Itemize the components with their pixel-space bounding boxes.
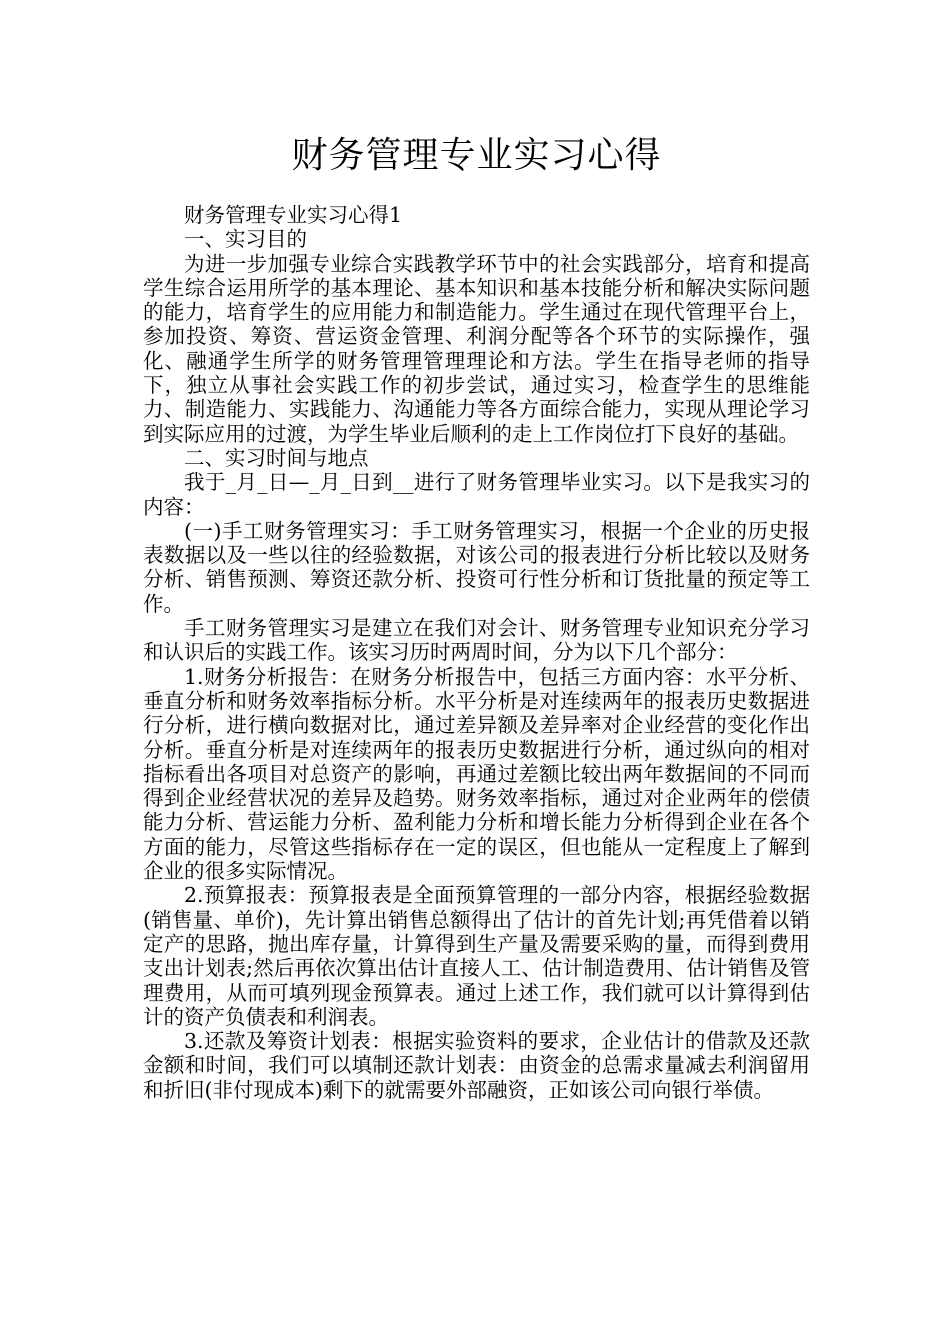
body-paragraph: 2.预算报表：预算报表是全面预算管理的一部分内容，根据经验数据(销售量、单价)，先计算出销售总额得出了估计的首先计划;再凭借着以销定产的思路，抛出库存量，计算得到生产量及需要采购的量，而得到费用支出计划表;然后再依次算出估计直接人工、估计制造费用、估计销售及管理费用，从而可填列现金预算表。通过上述工作，我们就可以计算得到估计的资产负债表和利润表。	[143, 883, 810, 1029]
section-heading: 二、实习时间与地点	[184, 445, 369, 470]
section-heading: 一、实习目的	[184, 227, 307, 252]
body-paragraph: 我于_月_日—_月_日到__进行了财务管理毕业实习。以下是我实习的内容：	[143, 470, 810, 519]
document-title: 财务管理专业实习心得	[291, 135, 662, 176]
body-paragraph: 为进一步加强专业综合实践教学环节中的社会实践部分，培育和提高学生综合运用所学的基本理论、基本知识和基本技能分析和解决实际问题的能力，培育学生的应用能力和制造能力。学生通过在现代管理平台上，参加投资、筹资、营运资金管理、利润分配等各个环节的实际操作，强化、融通学生所学的财务管理管理理论和方法。学生在指导老师的指导下，独立从事社会实践工作的初步尝试，通过实习，检查学生的思维能力、制造能力、实践能力、沟通能力等各方面综合能力，实现从理论学习到实际应用的过渡，为学生毕业后顺利的走上工作岗位打下良好的基础。	[143, 251, 810, 446]
body-paragraph: (一)手工财务管理实习：手工财务管理实习，根据一个企业的历史报表数据以及一些以往的经验数据，对该公司的报表进行分析比较以及财务分析、销售预测、筹资还款分析、投资可行性分析和订货批量的预定等工作。	[143, 518, 810, 616]
body-paragraph: 手工财务管理实习是建立在我们对会计、财务管理专业知识充分学习和认识后的实践工作。该实习历时两周时间，分为以下几个部分：	[143, 616, 810, 665]
document-body	[143, 203, 810, 1102]
section-heading: 财务管理专业实习心得1	[184, 203, 403, 227]
body-paragraph: 1.财务分析报告：在财务分析报告中，包括三方面内容：水平分析、垂直分析和财务效率指标分析。水平分析是对连续两年的报表历史数据进行分析，进行横向数据对比，通过差异额及差异率对企业经营的变化作出分析。垂直分析是对连续两年的报表历史数据进行分析，通过纵向的相对指标看出各项目对总资产的影响，再通过差额比较出两年数据间的不同而得到企业经营状况的差异及趋势。财务效率指标，通过对企业两年的偿债能力分析、营运能力分析、盈利能力分析和增长能力分析得到企业在各个方面的能力，尽管这些指标存在一定的误区，但也能从一定程度上了解到企业的很多实际情况。	[143, 664, 810, 884]
body-paragraph: 3.还款及筹资计划表：根据实验资料的要求，企业估计的借款及还款金额和时间，我们可以填制还款计划表：由资金的总需求量减去利润留用和折旧(非付现成本)剩下的就需要外部融资，正如该公司向银行举债。	[143, 1029, 810, 1102]
